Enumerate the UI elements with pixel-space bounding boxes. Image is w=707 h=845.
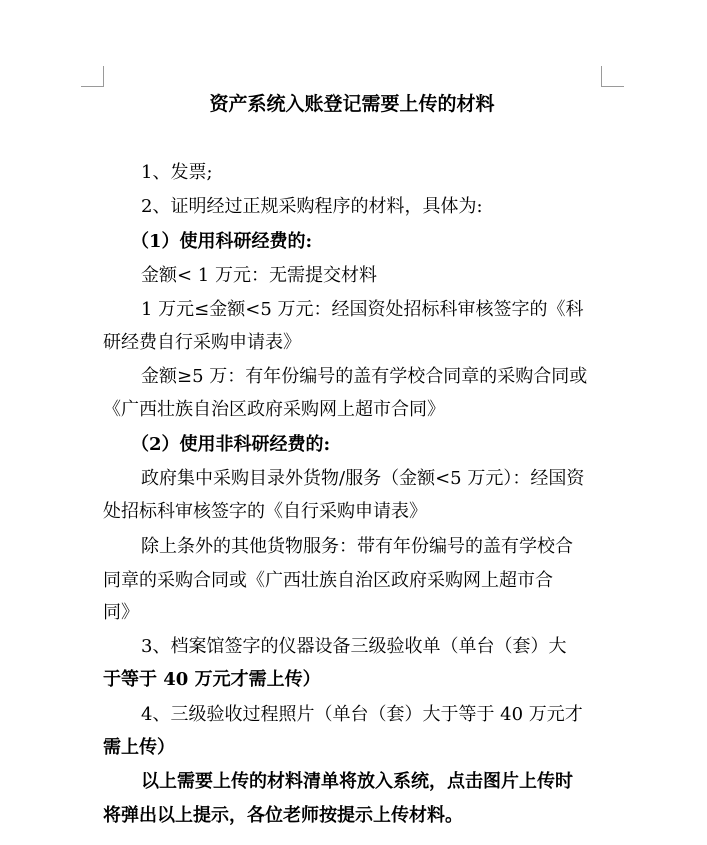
- document-title: 资产系统入账登记需要上传的材料: [209, 93, 495, 115]
- item-invoice: 1、发票;: [141, 162, 213, 183]
- research-funds-rule-2-cont: 研经费自行采购申请表》: [103, 332, 301, 353]
- research-funds-rule-3: 金额≥5 万：有年份编号的盖有学校合同章的采购合同或: [141, 366, 588, 387]
- subheading-research-funds: （1）使用科研经费的:: [131, 231, 313, 252]
- crop-mark-top-right: [601, 66, 624, 87]
- closing-note-cont: 将弹出以上提示，各位老师按提示上传材料。: [103, 805, 463, 826]
- research-funds-rule-1: 金额< 1 万元：无需提交材料: [141, 265, 377, 286]
- item-acceptance-form-cont: 于等于 40 万元才需上传）: [103, 669, 321, 690]
- non-research-rule-1: 政府集中采购目录外货物/服务（金额<5 万元）：经国资: [141, 468, 585, 489]
- item-procurement-proof: 2、证明经过正规采购程序的材料，具体为:: [141, 196, 483, 217]
- subheading-non-research-funds: （2）使用非科研经费的:: [131, 434, 331, 455]
- research-funds-rule-2: 1 万元≤金额<5 万元：经国资处招标科审核签字的《科: [141, 299, 584, 320]
- non-research-rule-2-cont: 同章的采购合同或《广西壮族自治区政府采购网上超市合: [103, 570, 553, 591]
- item-acceptance-photos: 4、三级验收过程照片（单台（套）大于等于 40 万元才: [141, 704, 583, 725]
- item-acceptance-form: 3、档案馆签字的仪器设备三级验收单（单台（套）大: [141, 636, 567, 657]
- crop-mark-top-left: [81, 66, 104, 87]
- item-acceptance-photos-cont: 需上传）: [103, 737, 175, 758]
- research-funds-rule-3-cont: 《广西壮族自治区政府采购网上超市合同》: [103, 399, 445, 420]
- closing-note: 以上需要上传的材料清单将放入系统，点击图片上传时: [141, 771, 573, 792]
- non-research-rule-2: 除上条外的其他货物服务：带有年份编号的盖有学校合: [141, 536, 573, 557]
- non-research-rule-1-cont: 处招标科审核签字的《自行采购申请表》: [103, 501, 427, 522]
- non-research-rule-2-end: 同》: [103, 602, 139, 623]
